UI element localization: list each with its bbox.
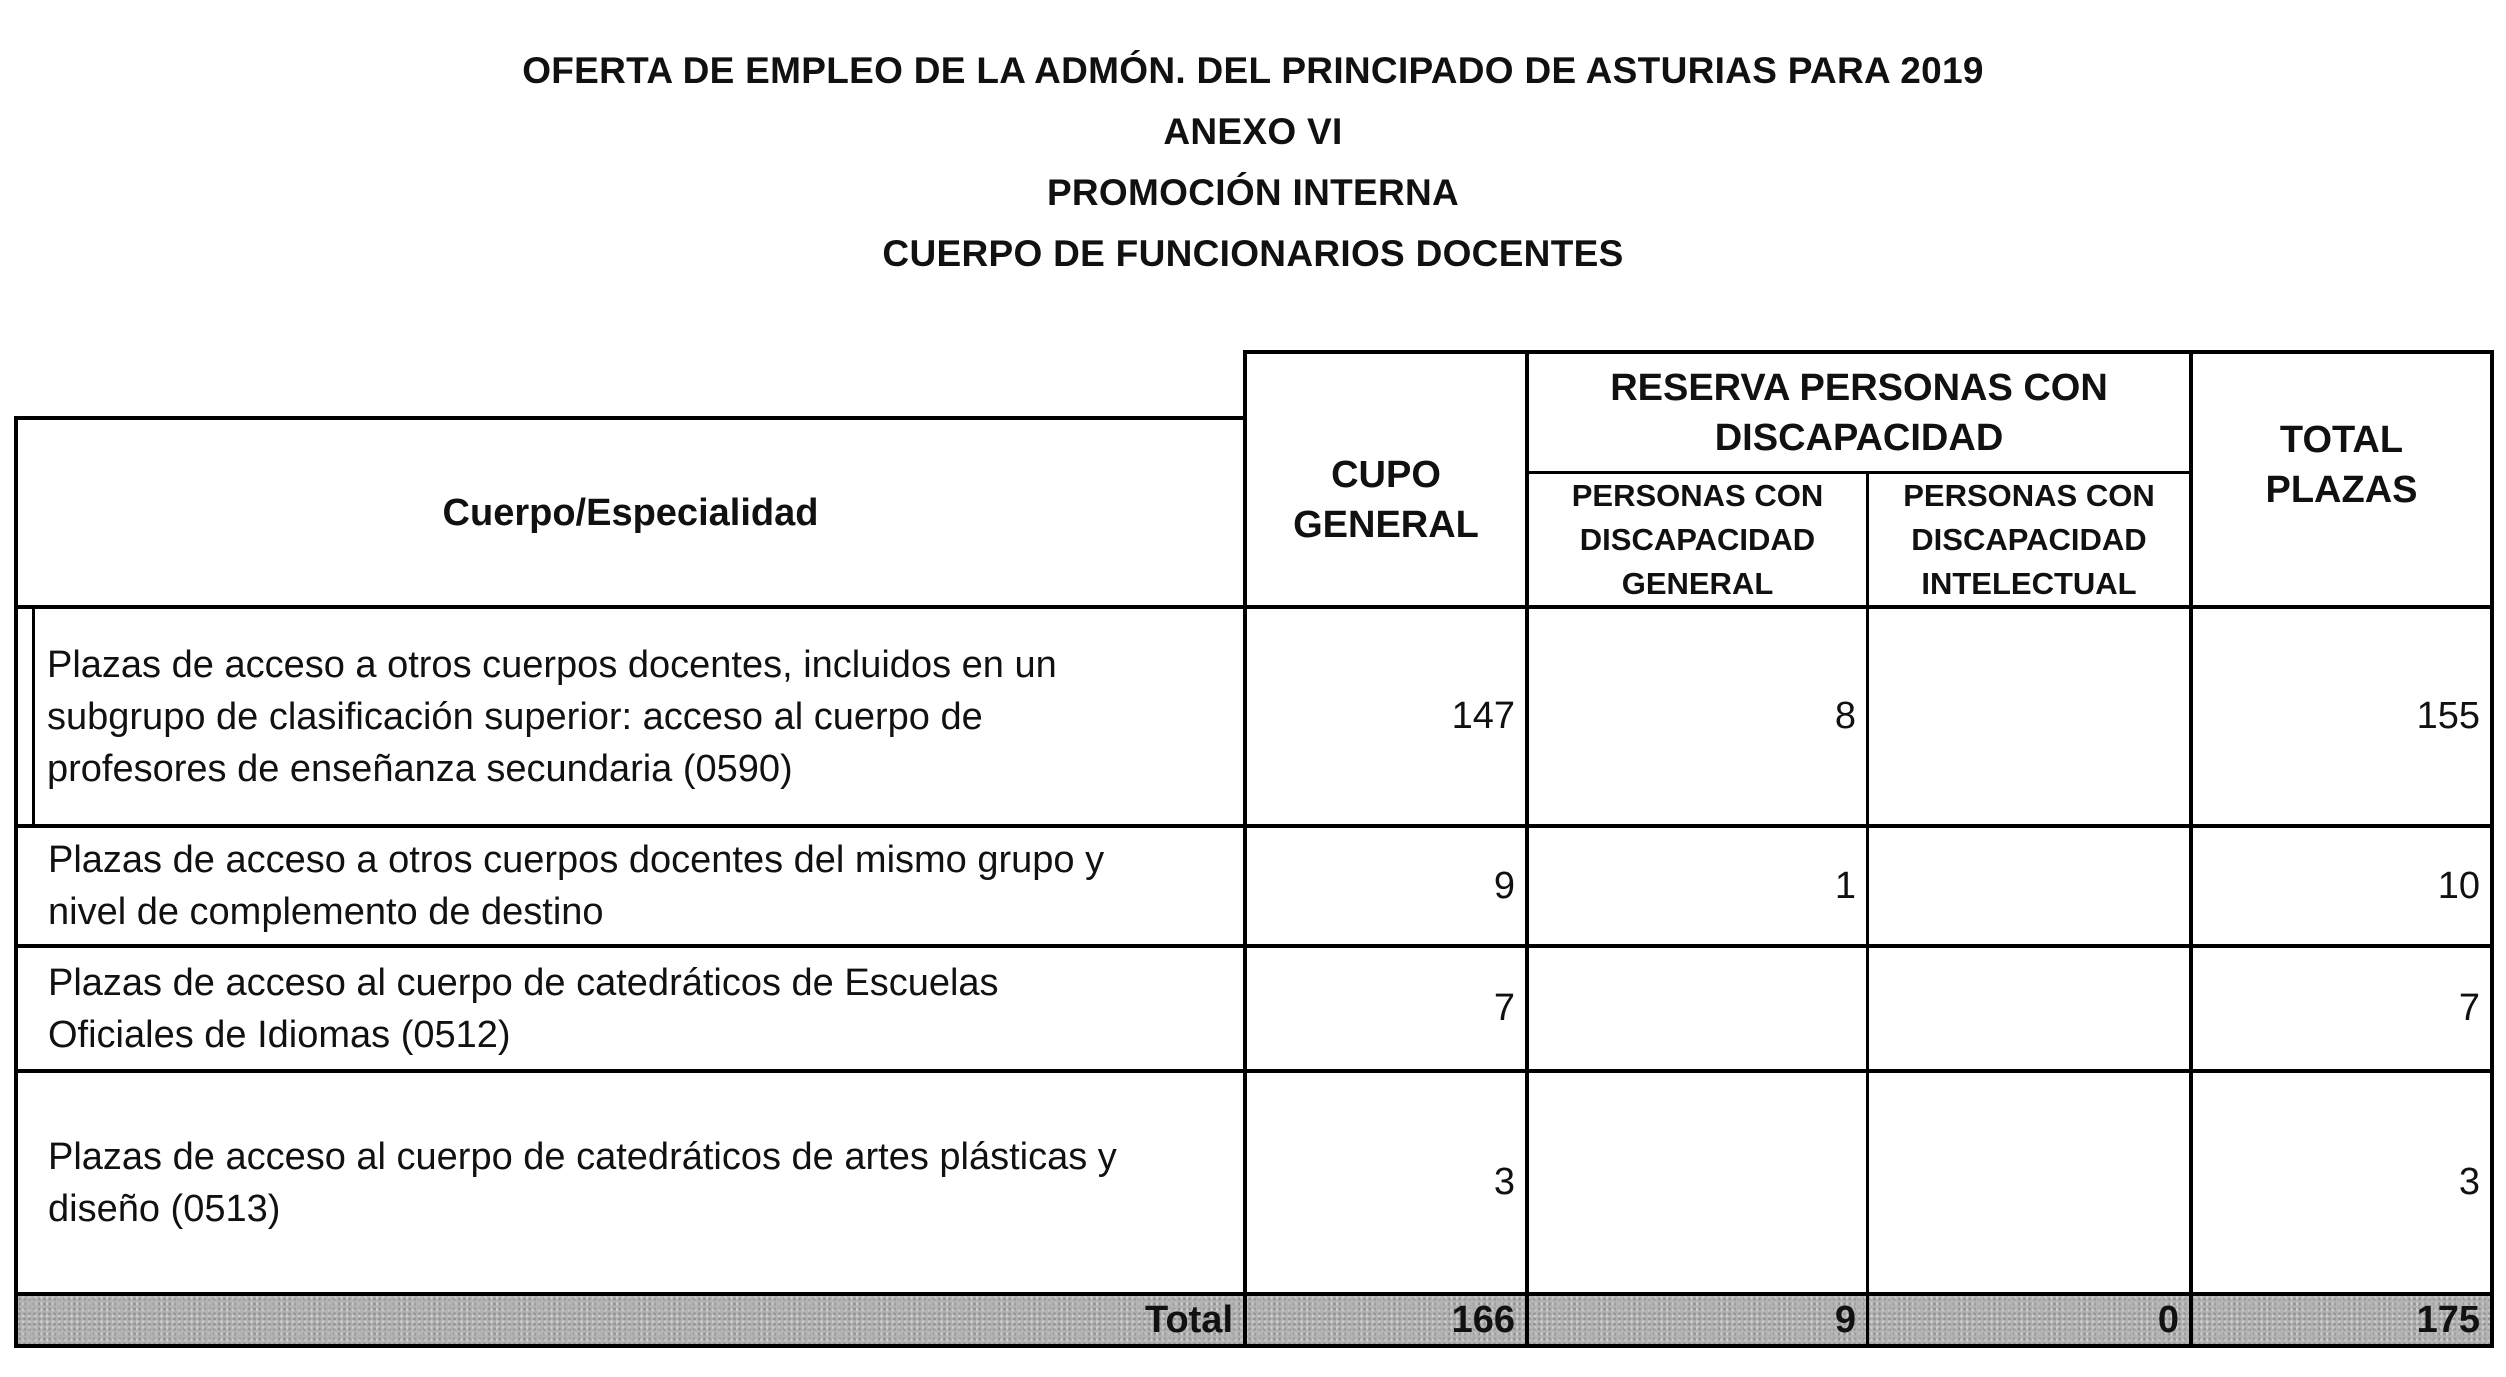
row-description: [18, 828, 1243, 944]
cell-total: 3: [2458, 1161, 2480, 1203]
header-especialidad-label: Cuerpo/Especialidad: [442, 491, 819, 534]
header-especialidad: [18, 420, 1243, 605]
cell-disc-intelectual: [1869, 1073, 2189, 1292]
header-discapacidad-intelectual: [1869, 474, 2189, 605]
row-description-line: Plazas de acceso al cuerpo de catedráticos de artes plásticas y: [48, 1135, 1117, 1178]
header-disc-general-line-1: PERSONAS CON: [1571, 477, 1824, 513]
header-reserva-line-2: DISCAPACIDAD: [1714, 416, 2004, 459]
cell-disc-general: [1529, 948, 1866, 1069]
cell-cupo-general: 3: [1493, 1161, 1515, 1203]
row-description-line: profesores de enseñanza secundaria (0590): [47, 747, 793, 790]
header-disc-intelectual-line-1: PERSONAS CON: [1903, 477, 2155, 513]
row-description: [18, 1073, 1243, 1292]
cell-cupo-general: 9: [1493, 864, 1515, 907]
header-total-line-1: TOTAL: [2279, 418, 2404, 461]
title-line-4: CUERPO DE FUNCIONARIOS DOCENTES: [882, 233, 1624, 274]
cell-cupo-general: 7: [1493, 987, 1515, 1029]
header-disc-intelectual-line-2: DISCAPACIDAD: [1911, 521, 2147, 557]
header-reserva-line-1: RESERVA PERSONAS CON: [1610, 366, 2108, 409]
cell-cupo-general: 147: [1451, 695, 1515, 737]
header-disc-general-line-2: DISCAPACIDAD: [1579, 521, 1816, 557]
totals-disc-general: 9: [1834, 1298, 1856, 1341]
header-disc-intelectual-line-3: INTELECTUAL: [1921, 565, 2137, 601]
header-cupo-general: [1247, 354, 1525, 605]
cell-disc-general: 8: [1834, 695, 1856, 737]
row-description-line: Plazas de acceso a otros cuerpos docentes del mismo grupo y: [48, 839, 1105, 881]
totals-total: 175: [2416, 1298, 2480, 1341]
cell-disc-intelectual: [1869, 948, 2189, 1069]
row-description-line: Oficiales de Idiomas (0512): [48, 1013, 511, 1056]
row-description-line: Plazas de acceso al cuerpo de catedráticos de Escuelas: [48, 961, 999, 1004]
cell-disc-intelectual: [1869, 609, 2189, 824]
header-cupo-general-line-2: GENERAL: [1293, 503, 1479, 546]
title-line-3: PROMOCIÓN INTERNA: [1046, 172, 1460, 213]
cell-disc-general: 1: [1834, 864, 1856, 907]
row-description: [18, 948, 1243, 1069]
header-disc-general-line-3: GENERAL: [1621, 565, 1774, 601]
row-description-line: subgrupo de clasificación superior: acceso al cuerpo de: [47, 695, 983, 738]
header-discapacidad-general: [1529, 474, 1866, 605]
cell-disc-intelectual: [1869, 828, 2189, 944]
cell-total: 10: [2437, 864, 2480, 907]
row-description: [35, 609, 1243, 824]
title-line-1: OFERTA DE EMPLEO DE LA ADMÓN. DEL PRINCIPADO DE ASTURIAS PARA 2019: [522, 50, 1984, 91]
grid-line: [2490, 350, 2494, 1348]
document-title: [0, 40, 2506, 284]
cell-total: 7: [2458, 987, 2480, 1029]
totals-cupo-general: 166: [1451, 1298, 1515, 1341]
totals-label: Total: [1145, 1298, 1233, 1341]
header-cupo-general-line-1: CUPO: [1331, 453, 1441, 496]
title-line-2: ANEXO VI: [1163, 111, 1343, 152]
row-description-line: diseño (0513): [48, 1187, 281, 1230]
header-total-plazas: [2193, 354, 2490, 605]
cell-disc-general: [1529, 1073, 1866, 1292]
cell-total: 155: [2416, 695, 2480, 737]
row-description-line: nivel de complemento de destino: [48, 891, 604, 933]
totals-disc-intelectual: 0: [2157, 1298, 2179, 1341]
row-description-line: Plazas de acceso a otros cuerpos docentes, incluidos en un: [47, 643, 1057, 686]
header-reserva-discapacidad: [1529, 354, 2189, 471]
grid-line: [14, 1344, 2494, 1348]
header-total-line-2: PLAZAS: [2265, 468, 2418, 511]
